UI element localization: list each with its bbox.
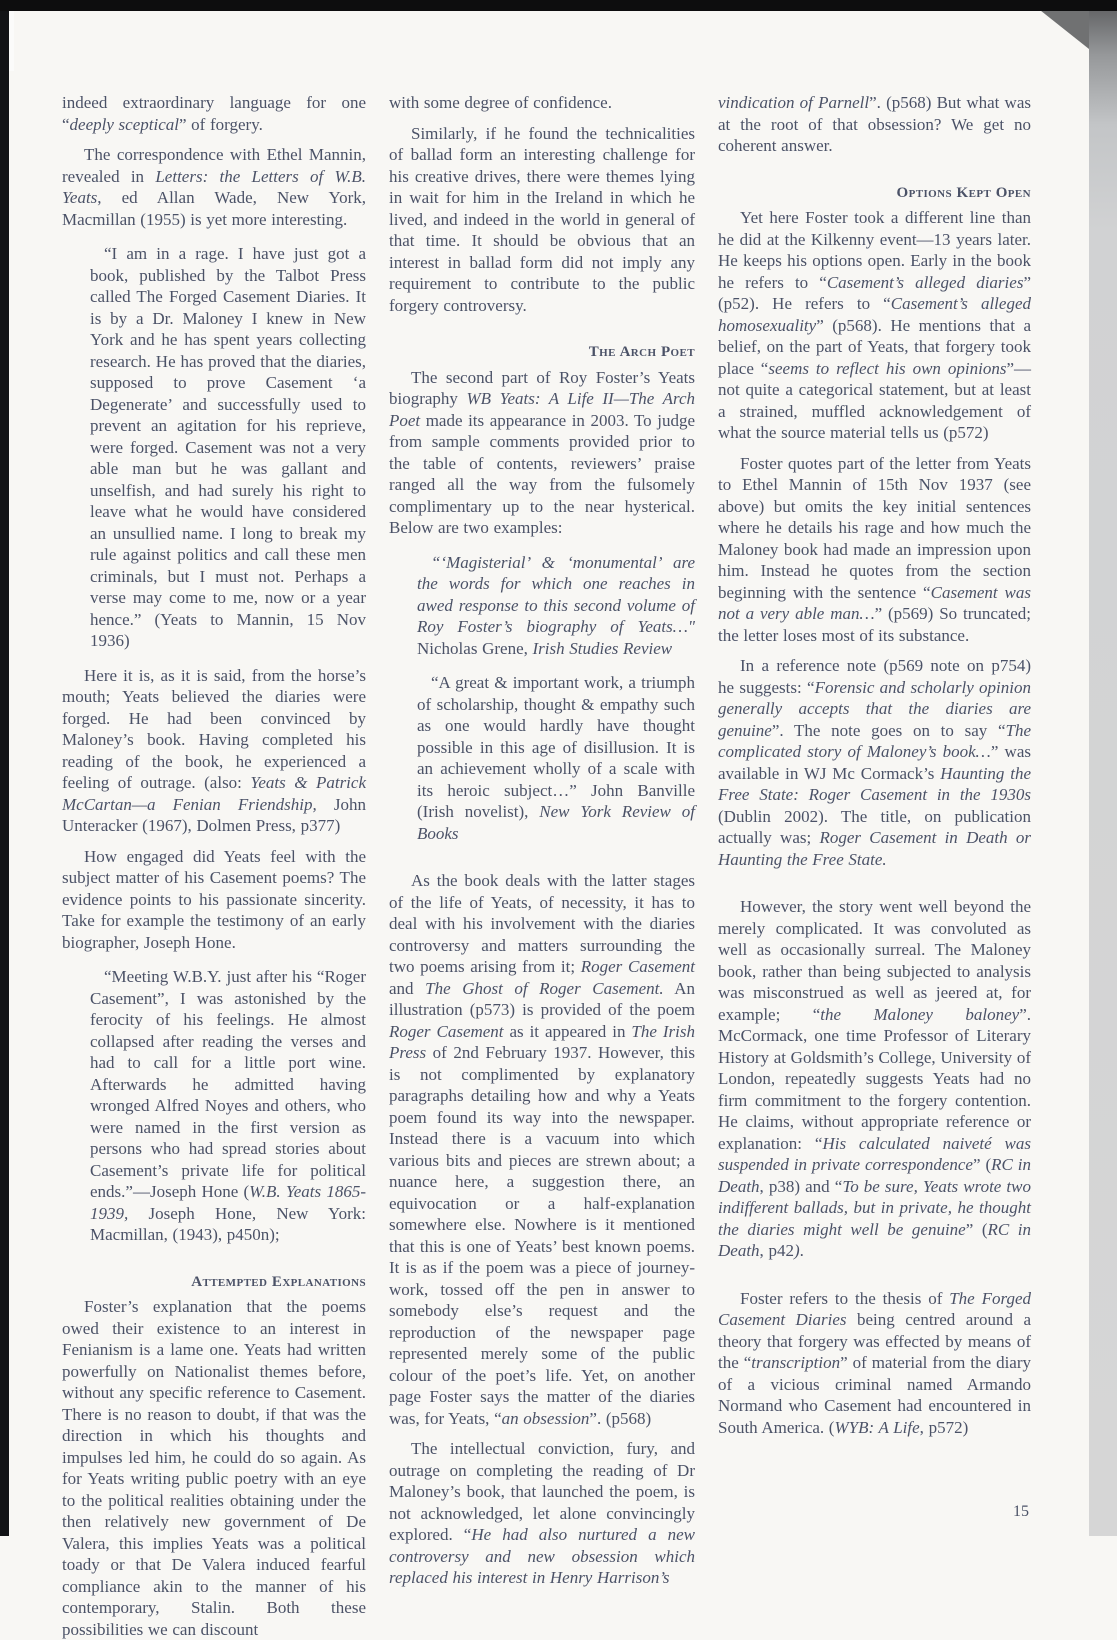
paragraph: Here it is, as it is said, from the horse’s mouth; Yeats believed the diaries were forged. He had been convinced by Maloney’s book. Having completed his reading of the book, he experienced a feeling of outrage. (also: Yeats & Patrick McCartan—a Fenian Friendship, John Unteracker (1967), Dolmen Press, p377) [62, 665, 366, 835]
page-number: 15 [1013, 1503, 1029, 1520]
paragraph: The second part of Roy Foster’s Yeats biography WB Yeats: A Life II—The Arch Poet made its appearance in 2003. To judge from sample comments provided prior to the table of contents, reviewers’ praise ranged all the way from the fulsomely complimentary up to the near hysterical. Below are two examples: [389, 367, 695, 537]
paragraph: In a reference note (p569 note on p754) he suggests: “Forensic and scholarly opinion generally accepts that the diaries are genuine”. The note goes on to say “The complicated story of Maloney’s book…” was available in WJ Mc Cormack’s Haunting the Free State: Roger Casement in the 1930s (Dublin 2002). The title, on publication actually was; Roger Casement in Death or Haunting the Free State. [718, 656, 1032, 869]
block-quote: “‘Magisterial’ & ‘monumental’ are the words for which one reaches in awed response to this second volume of Roy Foster’s biography of Yeats…" Nicholas Grene, Irish Studies Review [417, 552, 695, 658]
block-quote: “I am in a rage. I have just got a book, published by the Talbot Press called The Forged Casement Diaries. It is by a Dr. Maloney I knew in New York and he has spent years collecting research. He has proved that the diaries, supposed to prove Casement ‘a Degenerate’ and successfully used to prevent an agitation for his reprieve, were forged. Casement was not a very able man but he was gallant and unselfish, and had surely his right to leave what he would have considered an unsullied name. I long to break my rule against politics and call these men criminals, but I must not. Perhaps a verse may come to me, now or a year hence.” (Yeats to Mannin, 15 Nov 1936) [90, 244, 366, 650]
section-heading: The Arch Poet [588, 344, 695, 360]
scan-edge-right [1089, 0, 1117, 1536]
column-1 [62, 92, 366, 1640]
paragraph: However, the story went well beyond the merely complicated. It was convoluted as well as occasionally surreal. The Maloney book, rather than being subjected to analysis was misconstrued as well as jeered at, for example; “the Maloney baloney”. McCormack, one time Professor of Literary History at Goldsmith’s College, University of London, repeatedly suggests Yeats had no firm commitment to the forgery contention. He claims, without appropriate reference or explanation: “His calculated naiveté was suspended in private correspondence” (RC in Death, p38) and “To be sure, Yeats wrote two indifferent ballads, but in private, he thought the diaries might well be genuine” (RC in Death, p42). [718, 897, 1032, 1260]
paragraph: indeed extraordinary language for one “deeply sceptical” of forgery. [62, 93, 366, 134]
paragraph: Foster refers to the thesis of The Forged Casement Diaries being centred around a theory that forgery was effected by means of the “transcription” of material from the diary of a vicious criminal named Armando Normand who Casement had encountered in South America. (WYB: A Life, p572) [718, 1288, 1032, 1437]
block-quote: “A great & important work, a triumph of scholarship, thought & empathy such as one would hardly have thought possible in this age of disillusion. It is an achievement wholly of a scale with its heroic subject…” John Banville (Irish novelist), New York Review of Books [417, 673, 695, 843]
block-quote: “Meeting W.B.Y. just after his “Roger Casement”, I was astonished by the ferocity of his feelings. He almost collapsed after reading the verses and had to call for a little port wine. Afterwards he admitted having wronged Alfred Noyes and others, who were named in the first version as persons who had spread stories about Casement’s private life for political ends.”—Joseph Hone (W.B. Yeats 1865-1939, Joseph Hone, New York: Macmillan, (1943), p450n); [90, 967, 367, 1244]
paragraph: Foster’s explanation that the poems owed their existence to an interest in Fenianism is a lame one. Yeats had written powerfully on Nationalist themes before, without any specific reference to Casement. There is no reason to doubt, if that was the direction in which his thoughts and impulses led him, he could do so again. As for Yeats writing public poetry with an eye to the political realities obtaining under the then relatively new government of De Valera, this implies Yeats was a political toady or that De Valera induced fearful compliance akin to the manner of his contemporary, Stalin. Both these possibilities we can discount [62, 1297, 366, 1639]
paragraph: vindication of Parnell”. (p568) But what was at the root of that obsession? We get no coherent answer. [718, 93, 1031, 155]
paragraph: Foster quotes part of the letter from Yeats to Ethel Mannin of 15th Nov 1937 (see above) but omits the key initial sentences where he details his rage and how much the Maloney book had made an impression upon him. Instead he quotes from the section beginning with the sentence “Casement was not a very able man…” (p569) So truncated; the letter loses most of its substance. [718, 453, 1031, 645]
paragraph: The intellectual conviction, fury, and outrage on completing the reading of Dr Maloney’s book, that launched the poem, is not acknowledged, let alone convincingly explored. “He had also nurtured a new controversy and new obsession which replaced his interest in Henry Harrison’s [389, 1439, 695, 1587]
scan-edge-top [0, 0, 1117, 11]
section-heading: Options Kept Open [896, 184, 1031, 201]
paragraph: Yet here Foster took a different line than he did at the Kilkenny event—13 years later. He keeps his options open. Early in the book he refers to “Casement’s alleged diaries” (p52). He refers to “Casement’s alleged homosexuality” (p568). He mentions that a belief, on the part of Yeats, that forgery took place “seems to reflect his own opinions”—not quite a categorical statement, but at least a strained, muffled acknowledgement of what the source material tells us (p572) [718, 208, 1031, 442]
column-3 [718, 92, 1031, 1640]
paragraph: As the book deals with the latter stages of the life of Yeats, of necessity, it has to deal with his involvement with the diaries controversy and matters surrounding the two poems arising from it; Roger Casement and The Ghost of Roger Casement. An illustration (p573) is provided of the poem Roger Casement as it appeared in The Irish Press of 2nd February 1937. However, this is not complimented by explanatory paragraphs detailing how and why a Yeats poem found its way into the newspaper. Instead there is a vacuum into which various bits and pieces are strewn about; a nuance here, a suggestion there, an equivocation or a half-explanation somewhere else. Nowhere is it mentioned that this is one of Yeats’ best known poems. It is as if the poem was a piece of journey-work, tossed off the pen in answer to somebody else’s request and the reproduction of the newspaper page represented merely some of the public colour of the poet’s life. Yet, on another page Foster says the matter of the diaries was, for Yeats, “an obsession”. (p568) [389, 871, 696, 1428]
section-heading: Attempted Explanations [191, 1273, 366, 1290]
column-2 [389, 92, 695, 1640]
scan-corner-shadow [1037, 11, 1089, 49]
article-content [62, 92, 1031, 1640]
paragraph: How engaged did Yeats feel with the subject matter of his Casement poems? The evidence points to his passionate sincerity. Take for example the testimony of an early biographer, Joseph Hone. [62, 846, 366, 952]
paragraph: Similarly, if he found the technicalities of ballad form an interesting challenge for his creative drives, there were themes lying in wait for him in the Ireland in which he lived, and indeed in the world in general of that time. It should be obvious that an interest in ballad form did not imply any requirement to contribute to the public forgery controversy. [389, 123, 695, 315]
paragraph: with some degree of confidence. [389, 93, 612, 112]
scan-edge-left [0, 0, 9, 1536]
paragraph: The correspondence with Ethel Mannin, revealed in Letters: the Letters of W.B. Yeats, ed Allan Wade, New York, Macmillan (1955) is yet more interesting. [62, 145, 367, 229]
paper-edge-highlight [9, 11, 14, 71]
